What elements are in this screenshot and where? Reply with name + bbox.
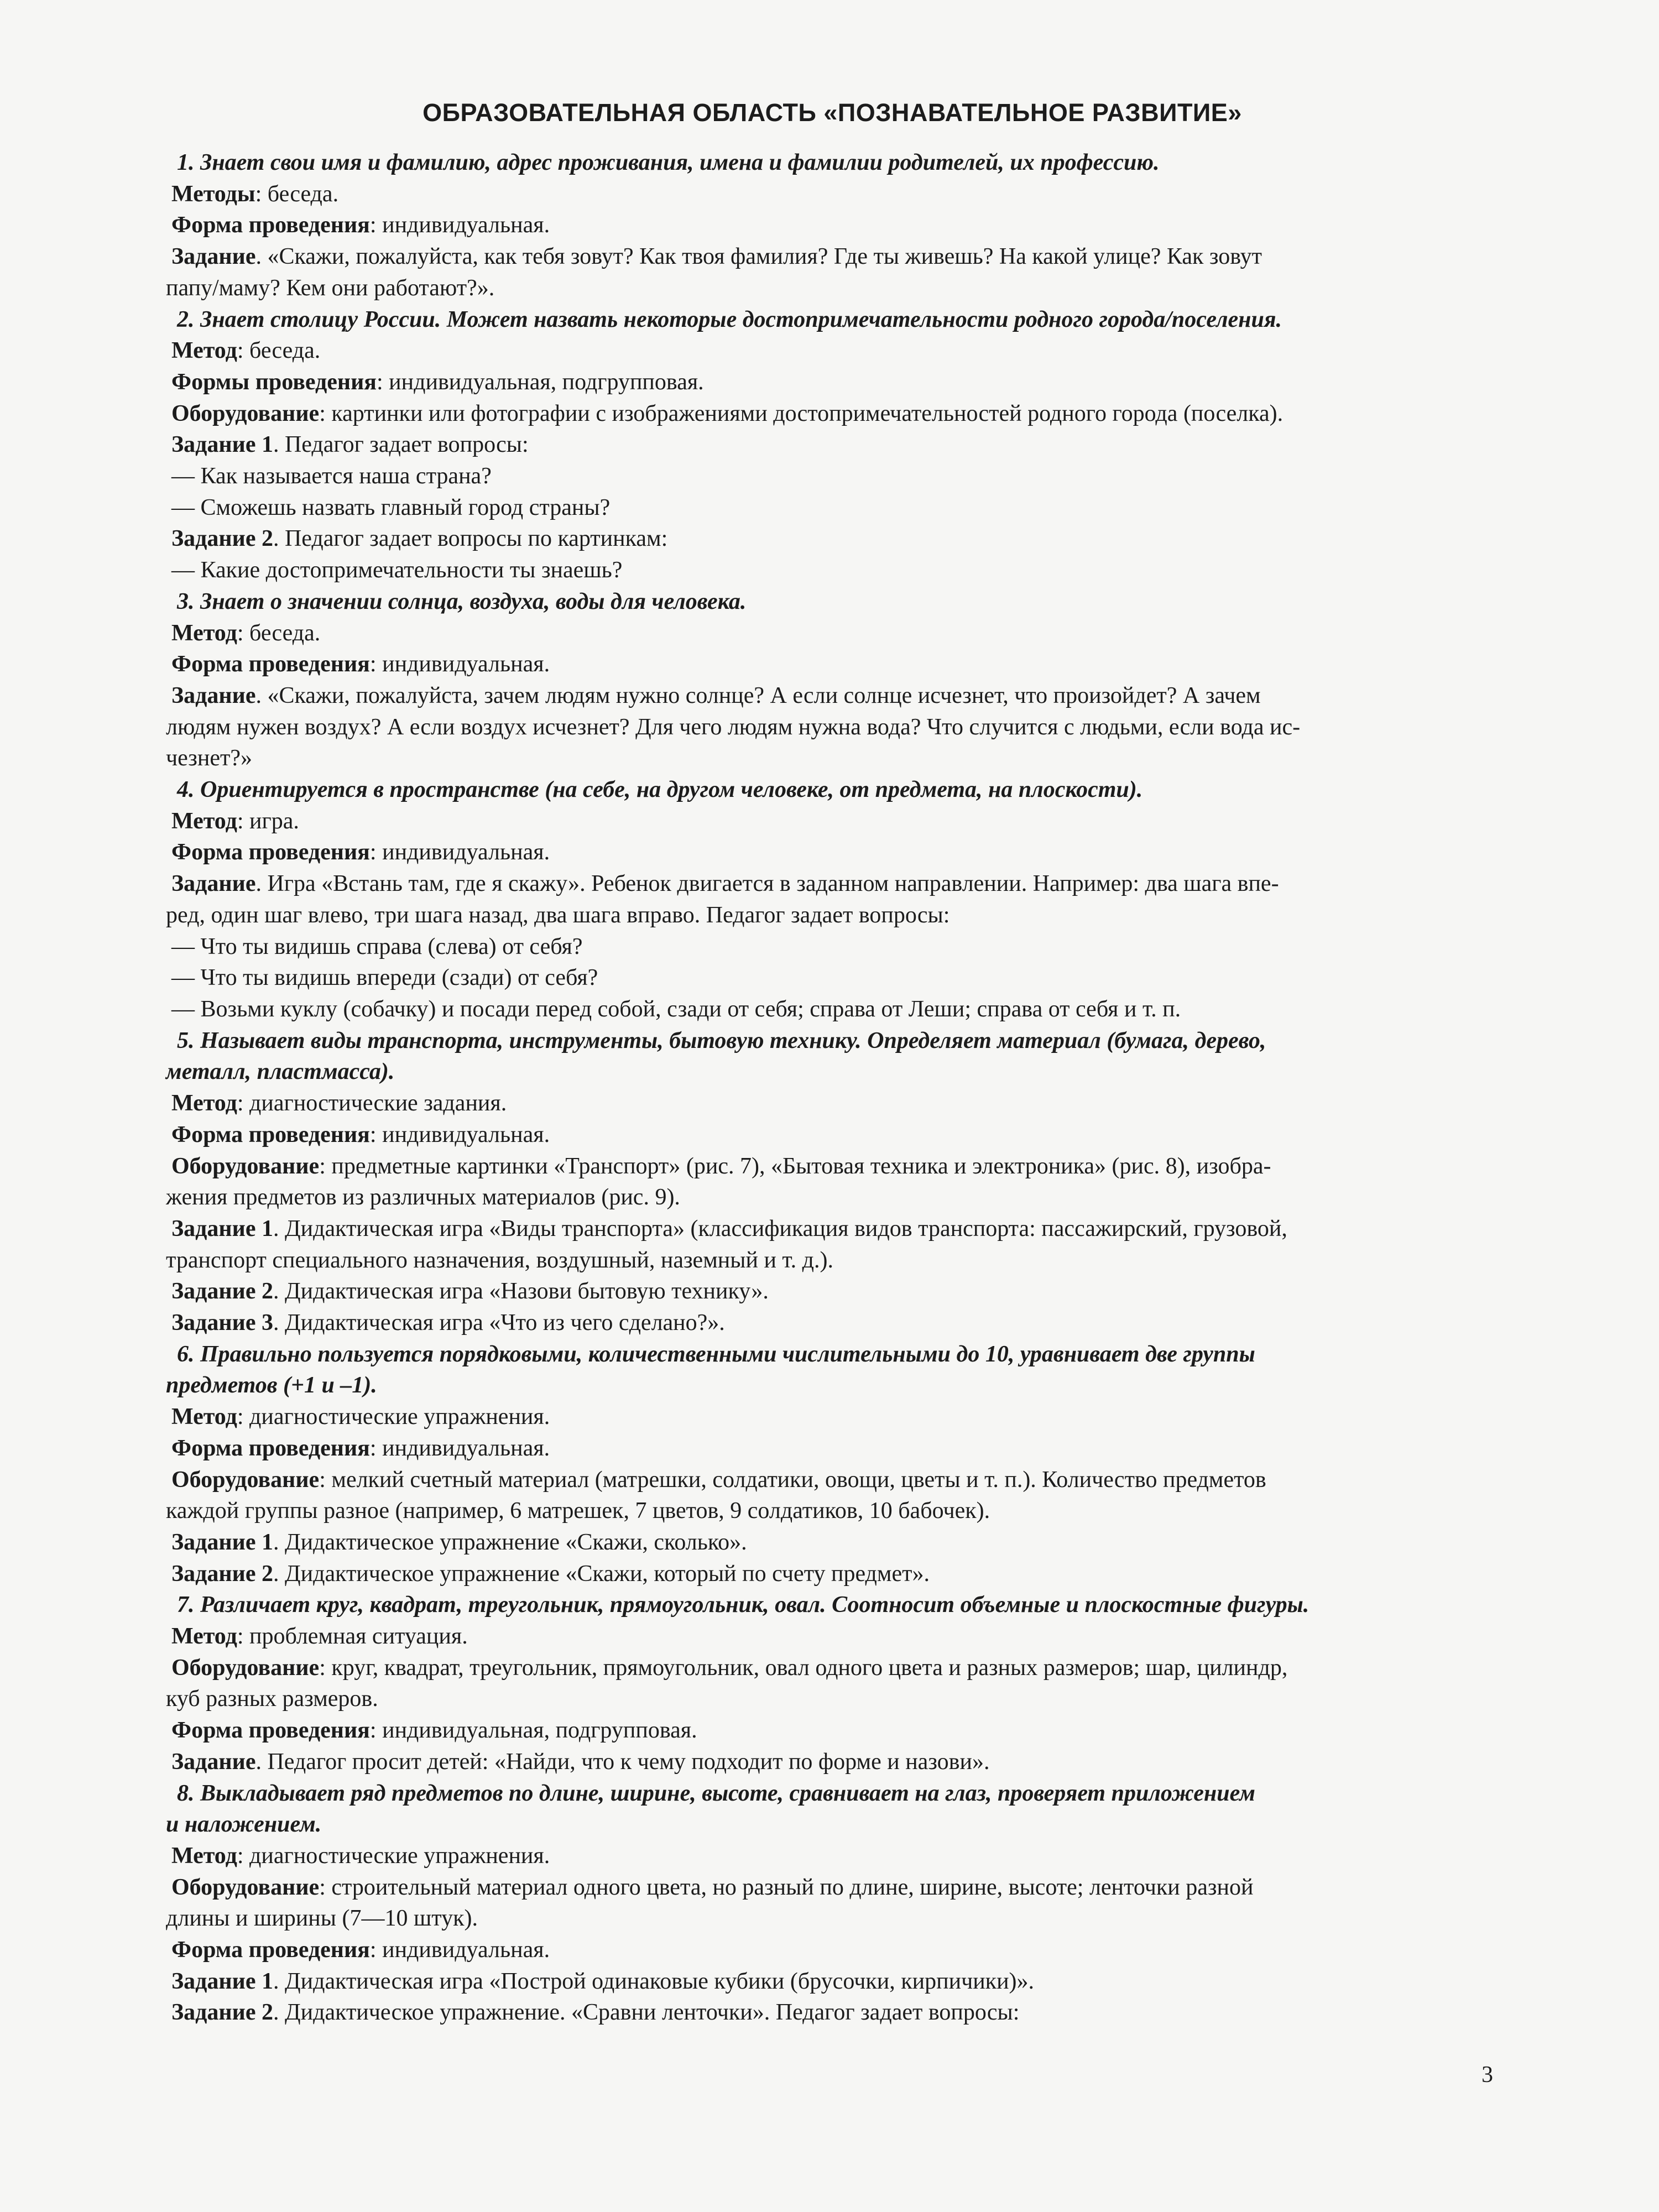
continuation-line: ред, один шаг влево, три шага назад, два шага вправо. Педагог задает вопросы:	[166, 902, 950, 928]
body-line: — Что ты видишь впереди (сзади) от себя?	[171, 965, 598, 991]
line-label: Задание 2	[171, 526, 273, 552]
line-label: Форма проведения	[171, 1718, 370, 1744]
line-label: Задание	[171, 682, 256, 708]
continuation-line: каждой группы разное (например, 6 матрешек, 7 цветов, 9 солдатиков, 10 бабочек).	[166, 1498, 990, 1524]
line-label: Задание 2	[171, 2000, 273, 2026]
section-heading: металл, пластмасса).	[166, 1059, 395, 1085]
line-text: . Педагог задает вопросы:	[273, 432, 529, 458]
section-heading: 3. Знает о значении солнца, воздуха, воды для человека.	[177, 588, 747, 614]
labeled-line	[166, 1872, 1499, 1903]
labeled-line	[166, 649, 1499, 680]
line-text: . Педагог просит детей: «Найди, что к чему подходит по форме и назови».	[255, 1749, 990, 1775]
line-label: Задание 1	[171, 432, 273, 458]
section-heading: предметов (+1 и –1).	[166, 1373, 377, 1399]
labeled-line	[166, 1934, 1499, 1966]
line-label: Задание 3	[171, 1310, 273, 1336]
labeled-line	[166, 1119, 1499, 1151]
labeled-line	[166, 1433, 1499, 1464]
continuation-line: транспорт специального назначения, воздушный, наземный и т. д.).	[166, 1247, 833, 1273]
line-text: : проблемная ситуация.	[237, 1624, 468, 1650]
labeled-line	[166, 210, 1499, 241]
line-text: . Дидактическая игра «Назови бытовую технику».	[273, 1279, 769, 1305]
line-label: Метод	[171, 1091, 237, 1117]
line-label: Форма проведения	[171, 651, 370, 677]
line-text: : беседа.	[255, 181, 339, 207]
line-label: Форма проведения	[171, 839, 370, 865]
section-heading: 8. Выкладывает ряд предметов по длине, ширине, высоте, сравнивает на глаз, проверяет приложением	[177, 1780, 1255, 1806]
section-heading: 2. Знает столицу России. Может назвать некоторые достопримечательности родного города/поселения.	[177, 306, 1282, 332]
labeled-line	[166, 1652, 1499, 1684]
line-text: . Дидактическая игра «Что из чего сделано?».	[273, 1310, 725, 1336]
line-label: Оборудование	[171, 400, 320, 426]
line-text: . Игра «Встань там, где я скажу». Ребенок двигается в заданном направлении. Например: два шага впе-	[255, 871, 1279, 897]
line-label: Задание 1	[171, 1215, 273, 1241]
line-label: Задание	[171, 244, 256, 270]
line-text: . «Скажи, пожалуйста, зачем людям нужно солнце? А если солнце исчезнет, что произойдет? А зачем	[255, 682, 1261, 708]
line-text: . Дидактическая игра «Виды транспорта» (классификация видов транспорта: пассажирский, грузовой,	[273, 1215, 1287, 1241]
line-text: : индивидуальная.	[369, 1435, 550, 1461]
continuation-line: жения предметов из различных материалов (рис. 9).	[166, 1185, 680, 1211]
body-line: — Возьми куклу (собачку) и посади перед собой, сзади от себя; справа от Леши; справа от себя и т. п.	[171, 996, 1181, 1022]
line-label: Оборудование	[171, 1655, 320, 1681]
line-label: Задание	[171, 871, 256, 897]
line-text: . Дидактическое упражнение «Скажи, который по счету предмет».	[273, 1561, 930, 1587]
line-text: : круг, квадрат, треугольник, прямоугольник, овал одного цвета и разных размеров; шар, цилиндр,	[319, 1655, 1288, 1681]
labeled-line	[166, 837, 1499, 868]
labeled-line	[166, 1997, 1499, 2028]
labeled-line	[166, 1746, 1499, 1778]
continuation-line: длины и ширины (7—10 штук).	[166, 1906, 478, 1932]
line-label: Задание 1	[171, 1968, 273, 1994]
labeled-line	[166, 1621, 1499, 1652]
line-text: : картинки или фотографии с изображениями достопримечательностей родного города (поселка).	[319, 400, 1284, 426]
labeled-line	[166, 1307, 1499, 1339]
line-label: Формы проведения	[171, 369, 377, 395]
line-text: . Дидактическая игра «Построй одинаковые кубики (брусочки, кирпичики)».	[273, 1968, 1035, 1994]
line-text: : игра.	[237, 808, 299, 834]
line-label: Задание 1	[171, 1529, 273, 1555]
continuation-line: чезнет?»	[166, 745, 252, 771]
labeled-line	[166, 367, 1499, 398]
continuation-line: папу/маму? Кем они работают?».	[166, 275, 495, 301]
line-label: Задание 2	[171, 1279, 273, 1305]
page-number: 3	[1481, 2062, 1493, 2088]
line-label: Метод	[171, 620, 237, 646]
labeled-line	[166, 523, 1499, 555]
line-label: Метод	[171, 808, 237, 834]
labeled-line	[166, 1966, 1499, 1997]
line-text: : индивидуальная.	[369, 1937, 550, 1963]
line-text: . «Скажи, пожалуйста, как тебя зовут? Как твоя фамилия? Где ты живешь? На какой улице? Как зовут	[255, 244, 1262, 270]
section-heading: 1. Знает свои имя и фамилию, адрес проживания, имена и фамилии родителей, их профессию.	[177, 150, 1160, 175]
labeled-line	[166, 1276, 1499, 1307]
line-text: : индивидуальная, подгрупповая.	[377, 369, 704, 395]
line-label: Оборудование	[171, 1153, 320, 1179]
line-text: : индивидуальная.	[369, 651, 550, 677]
line-label: Форма проведения	[171, 1435, 370, 1461]
line-text: : беседа.	[237, 620, 321, 646]
labeled-line	[166, 179, 1499, 210]
line-label: Метод	[171, 1404, 237, 1430]
line-text: . Дидактическое упражнение. «Сравни ленточки». Педагог задает вопросы:	[273, 2000, 1020, 2026]
labeled-line	[166, 241, 1499, 273]
line-label: Форма проведения	[171, 212, 370, 238]
line-text: . Педагог задает вопросы по картинкам:	[273, 526, 668, 552]
labeled-line	[166, 1088, 1499, 1119]
line-label: Метод	[171, 1624, 237, 1650]
labeled-line	[166, 1464, 1499, 1496]
labeled-line	[166, 1527, 1499, 1558]
labeled-line	[166, 1151, 1499, 1182]
line-text: : индивидуальная, подгрупповая.	[369, 1718, 697, 1744]
section-heading: 4. Ориентируется в пространстве (на себе, на другом человеке, от предмета, на плоскости).	[177, 777, 1143, 803]
line-text: : предметные картинки «Транспорт» (рис. 7), «Бытовая техника и электроника» (рис. 8), изобра-	[319, 1153, 1271, 1179]
line-label: Форма проведения	[171, 1121, 370, 1147]
line-text: : мелкий счетный материал (матрешки, солдатики, овощи, цветы и т. п.). Количество предметов	[319, 1467, 1266, 1493]
line-text: : диагностические упражнения.	[237, 1843, 550, 1869]
body-line: — Сможешь назвать главный город страны?	[171, 494, 611, 520]
section-heading: и наложением.	[166, 1812, 322, 1838]
labeled-line	[166, 1840, 1499, 1872]
body-line: — Какие достопримечательности ты знаешь?	[171, 557, 623, 583]
labeled-line	[166, 1715, 1499, 1746]
line-label: Метод	[171, 1843, 237, 1869]
labeled-line	[166, 680, 1499, 712]
line-text: : индивидуальная.	[369, 212, 550, 238]
line-text: : строительный материал одного цвета, но разный по длине, ширине, высоте; ленточки разной	[319, 1874, 1254, 1900]
labeled-line	[166, 1401, 1499, 1433]
labeled-line	[166, 1213, 1499, 1245]
line-text: : беседа.	[237, 338, 321, 364]
body-line: — Как называется наша страна?	[171, 463, 492, 489]
line-text: . Дидактическое упражнение «Скажи, сколько».	[273, 1529, 747, 1555]
line-text: : диагностические задания.	[237, 1091, 507, 1117]
continuation-line: куб разных размеров.	[166, 1686, 378, 1712]
line-label: Оборудование	[171, 1874, 320, 1900]
section-heading: 6. Правильно пользуется порядковыми, количественными числительными до 10, уравнивает две группы	[177, 1341, 1255, 1367]
line-label: Метод	[171, 338, 237, 364]
line-text: : индивидуальная.	[369, 839, 550, 865]
labeled-line	[166, 1558, 1499, 1590]
labeled-line	[166, 335, 1499, 367]
line-label: Задание	[171, 1749, 256, 1775]
line-label: Методы	[171, 181, 255, 207]
labeled-line	[166, 398, 1499, 430]
page-title: ОБРАЗОВАТЕЛЬНАЯ ОБЛАСТЬ «ПОЗНАВАТЕЛЬНОЕ РАЗВИТИЕ»	[422, 98, 1242, 127]
labeled-line	[166, 429, 1499, 461]
body-line: — Что ты видишь справа (слева) от себя?	[171, 933, 583, 959]
labeled-line	[166, 868, 1499, 900]
section-heading: 5. Называет виды транспорта, инструменты, бытовую технику. Определяет материал (бумага, дерево,	[177, 1027, 1266, 1053]
line-label: Форма проведения	[171, 1937, 370, 1963]
labeled-line	[166, 806, 1499, 837]
line-label: Задание 2	[171, 1561, 273, 1587]
line-text: : диагностические упражнения.	[237, 1404, 550, 1430]
labeled-line	[166, 618, 1499, 649]
continuation-line: людям нужен воздух? А если воздух исчезнет? Для чего людям нужна вода? Что случится с людьми, если вода ис-	[166, 714, 1301, 740]
line-text: : индивидуальная.	[369, 1121, 550, 1147]
section-heading: 7. Различает круг, квадрат, треугольник, прямоугольник, овал. Соотносит объемные и плоскостные фигуры.	[177, 1592, 1310, 1618]
line-label: Оборудование	[171, 1467, 320, 1493]
document-body	[166, 147, 1499, 2028]
